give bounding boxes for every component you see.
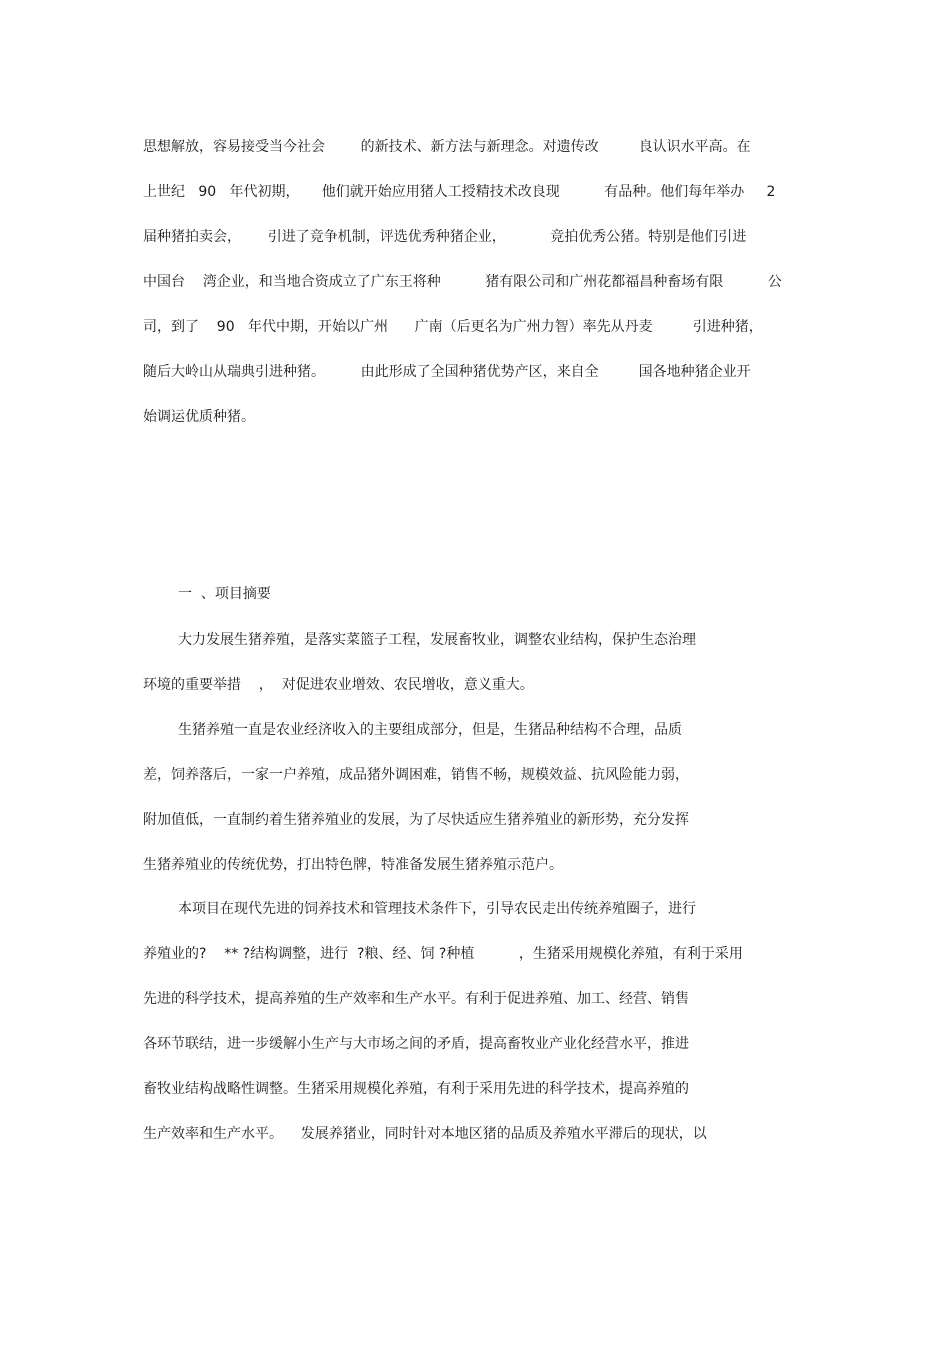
paragraph-line: 畜牧业结构战略性调整。生猪采用规模化养殖，有利于采用先进的科学技术，提高养殖的: [143, 1081, 689, 1097]
paragraph-line: 先进的科学技术，提高养殖的生产效率和生产水平。有利于促进养殖、加工、经营、销售: [143, 991, 689, 1007]
paragraph-line: 司，到了 90 年代中期，开始以广州 广南（后更名为广州力智）率先从丹麦 引进种猪，: [143, 319, 763, 335]
paragraph-line: 差，饲养落后，一家一户养殖，成品猪外调困难，销售不畅，规模效益、抗风险能力弱，: [143, 767, 689, 783]
paragraph-line: 思想解放，容易接受当今社会 的新技术、新方法与新理念。对遗传改 良认识水平高。在: [143, 139, 751, 155]
paragraph-line: 环境的重要举措 ， 对促进农业增效、农民增收，意义重大。: [143, 677, 534, 693]
paragraph-line: 大力发展生猪养殖，是落实菜篮子工程，发展畜牧业，调整农业结构，保护生态治理: [178, 632, 696, 648]
paragraph-line: 生产效率和生产水平。 发展养猪业，同时针对本地区猪的品质及养殖水平滞后的现状，以: [143, 1126, 707, 1142]
paragraph-line: 各环节联结，进一步缓解小生产与大市场之间的矛盾，提高畜牧业产业化经营水平，推进: [143, 1036, 689, 1052]
paragraph-line: 届种猪拍卖会， 引进了竞争机制，评选优秀种猪企业， 竞拍优秀公猪。特别是他们引进: [143, 229, 747, 245]
paragraph-line: 上世纪 90 年代初期， 他们就开始应用猪人工授精技术改良现 有品种。他们每年举办 2: [143, 184, 776, 200]
paragraph-line: 生猪养殖一直是农业经济收入的主要组成部分，但是，生猪品种结构不合理，品质: [178, 722, 682, 738]
paragraph-line: 附加值低，一直制约着生猪养殖业的发展，为了尽快适应生猪养殖业的新形势，充分发挥: [143, 812, 689, 828]
paragraph-line: 始调运优质种猪。: [143, 409, 255, 425]
paragraph-line: 养殖业的? ** ?结构调整，进行 ?粮、经、饲 ?种植 ，生猪采用规模化养殖，有利于采用: [143, 946, 743, 962]
section-heading: 一 、项目摘要: [178, 586, 271, 602]
paragraph-line: 随后大岭山从瑞典引进种猪。 由此形成了全国种猪优势产区，来自全 国各地种猪企业开: [143, 364, 751, 380]
paragraph-line: 生猪养殖业的传统优势，打出特色牌，特准备发展生猪养殖示范户。: [143, 857, 563, 873]
paragraph-line: 中国台 湾企业，和当地合资成立了广东王将种 猪有限公司和广州花都福昌种畜场有限 公: [143, 274, 782, 290]
paragraph-line: 本项目在现代先进的饲养技术和管理技术条件下，引导农民走出传统养殖圈子，进行: [178, 901, 696, 917]
